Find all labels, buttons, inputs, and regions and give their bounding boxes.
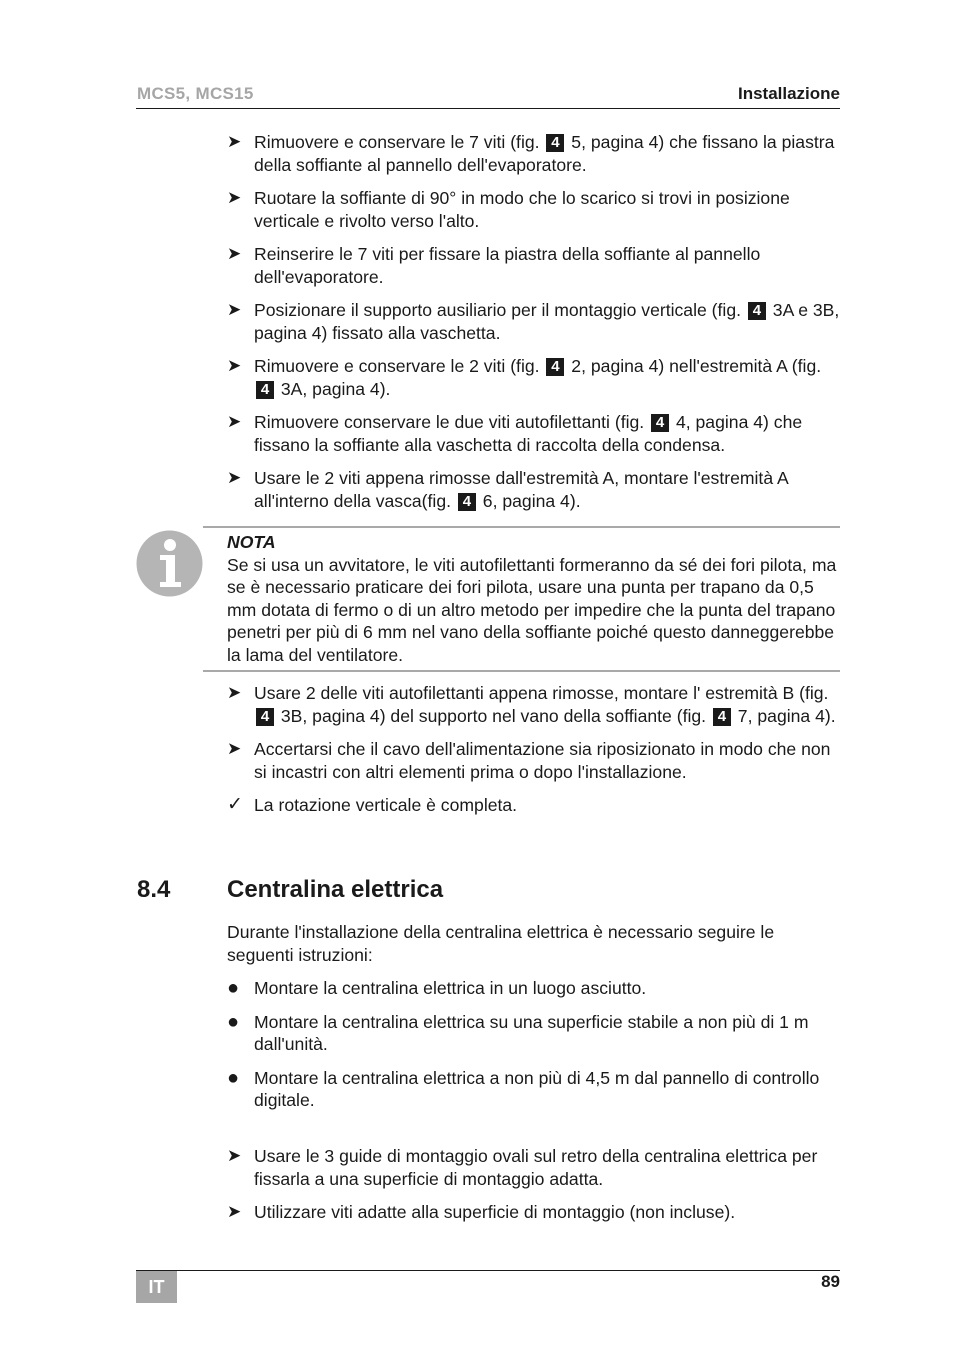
arrow-icon: ➤ bbox=[227, 1202, 242, 1221]
step-text bbox=[254, 1146, 817, 1189]
step-item bbox=[227, 1201, 840, 1224]
text-segment: 7, pagina 4). bbox=[732, 705, 836, 726]
figure-ref-badge: 4 bbox=[713, 708, 731, 726]
steps-mid bbox=[227, 682, 840, 828]
step-text bbox=[254, 300, 839, 343]
result-item bbox=[227, 794, 840, 817]
step-item bbox=[227, 1145, 840, 1190]
figure-ref-badge: 4 bbox=[458, 493, 476, 511]
step-text bbox=[254, 356, 821, 399]
arrow-icon: ➤ bbox=[227, 1146, 242, 1165]
text-segment: Posizionare il supporto ausiliario per il montaggio verticale (fig. bbox=[254, 300, 746, 320]
step-text bbox=[254, 683, 836, 726]
section-intro: Durante l'installazione della centralina elettrica è necessario seguire le seguenti istruzioni: bbox=[227, 922, 775, 965]
text-segment: Utilizzare viti adatte alla superficie di montaggio (non incluse). bbox=[254, 1202, 736, 1222]
arrow-icon: ➤ bbox=[227, 356, 242, 375]
bullet-item bbox=[227, 1011, 840, 1056]
text-segment: 3A, pagina 4). bbox=[276, 378, 391, 399]
step-text bbox=[254, 188, 790, 231]
note-top-rule bbox=[203, 526, 840, 528]
arrow-icon: ➤ bbox=[227, 300, 242, 319]
section-steps bbox=[227, 1145, 840, 1235]
text-segment: Usare le 2 viti appena rimosse dall'estremità A, montare l'estremità A all'interno della vasca(fig. bbox=[254, 468, 788, 511]
step-item bbox=[227, 355, 840, 400]
step-item bbox=[227, 682, 840, 727]
header-section: Installazione bbox=[737, 84, 840, 103]
text-segment: Accertarsi che il cavo dell'alimentazione sia riposizionato in modo che non si incastri con altri elementi prima o dopo l'installazione. bbox=[254, 739, 831, 782]
step-item bbox=[227, 243, 840, 288]
step-item bbox=[227, 738, 840, 783]
figure-ref-badge: 4 bbox=[256, 708, 274, 726]
figure-ref-badge: 4 bbox=[546, 134, 564, 152]
header-model: MCS5, MCS15 bbox=[137, 84, 254, 103]
step-text bbox=[254, 1202, 735, 1222]
bullet-item bbox=[227, 1067, 840, 1112]
bullet-item bbox=[227, 977, 840, 1000]
step-item bbox=[227, 411, 840, 456]
note-body bbox=[227, 531, 840, 666]
step-text bbox=[254, 132, 834, 175]
step-text bbox=[254, 739, 830, 782]
text-segment: La rotazione verticale è completa. bbox=[254, 795, 518, 815]
text-segment: Ruotare la soffiante di 90° in modo che lo scarico si trovi in posizione verticale e rivolto verso l'alto. bbox=[254, 188, 790, 231]
bullet-text: Montare la centralina elettrica in un luogo asciutto. bbox=[254, 978, 647, 998]
step-item bbox=[227, 299, 840, 344]
text-segment: 3B, pagina 4) del supporto nel vano della soffiante (fig. bbox=[276, 705, 711, 726]
page-number: 89 bbox=[821, 1272, 840, 1291]
text-segment: 6, pagina 4). bbox=[477, 490, 581, 511]
text-segment: 4, pagina 4) che fissano la soffiante alla vaschetta di raccolta della condensa. bbox=[254, 412, 803, 455]
arrow-icon: ➤ bbox=[227, 739, 242, 758]
section-title: Centralina elettrica bbox=[227, 876, 444, 903]
arrow-icon: ➤ bbox=[227, 132, 242, 151]
checkmark-icon: ✓ bbox=[227, 794, 243, 815]
note-text: Se si usa un avvitatore, le viti autofilettanti formeranno da sé dei fori pilota, ma se è necessario praticare dei fori pilota, usare una punta per trapano da 0,5 mm dotata di fermo o di un altro metodo per impedire che la punta del trapano penetri per più di 6 mm nel vano della soffiante poiché questo danneggerebbe la lama del ventilatore. bbox=[227, 554, 837, 665]
bullet-icon: ● bbox=[227, 1010, 240, 1033]
text-segment: 3A e 3B, pagina 4) fissato alla vaschetta. bbox=[254, 300, 840, 343]
section-number: 8.4 bbox=[137, 876, 171, 903]
bullet-icon: ● bbox=[227, 1066, 240, 1089]
step-text bbox=[254, 244, 760, 287]
note-title: NOTA bbox=[227, 532, 276, 552]
step-item bbox=[227, 467, 840, 512]
bullet-icon: ● bbox=[227, 977, 240, 999]
text-segment: Usare 2 delle viti autofilettanti appena rimosse, montare l' estremità B (fig. bbox=[254, 683, 829, 703]
arrow-icon: ➤ bbox=[227, 412, 242, 431]
figure-ref-badge: 4 bbox=[546, 358, 564, 376]
arrow-icon: ➤ bbox=[227, 468, 242, 487]
step-text bbox=[254, 412, 802, 455]
text-segment: Rimuovere e conservare le 2 viti (fig. bbox=[254, 356, 545, 376]
section-body bbox=[227, 921, 840, 1123]
arrow-icon: ➤ bbox=[227, 244, 242, 263]
arrow-icon: ➤ bbox=[227, 683, 242, 702]
info-icon bbox=[136, 530, 203, 597]
language-tab: IT bbox=[136, 1271, 177, 1303]
bullet-text: Montare la centralina elettrica a non più di 4,5 m dal pannello di controllo digitale. bbox=[254, 1067, 820, 1110]
text-segment: Reinserire le 7 viti per fissare la piastra della soffiante al pannello dell'evaporatore. bbox=[254, 244, 761, 287]
text-segment: Rimuovere e conservare le 7 viti (fig. bbox=[254, 132, 545, 152]
bullet-text: Montare la centralina elettrica su una superficie stabile a non più di 1 m dall'unità. bbox=[254, 1011, 809, 1054]
text-segment: Usare le 3 guide di montaggio ovali sul retro della centralina elettrica per fissarla a una superficie di montaggio adatta. bbox=[254, 1146, 818, 1189]
arrow-icon: ➤ bbox=[227, 188, 242, 207]
text-segment: 2, pagina 4) nell'estremità A (fig. bbox=[566, 356, 822, 376]
header-rule bbox=[136, 108, 840, 109]
figure-ref-badge: 4 bbox=[651, 414, 669, 432]
figure-ref-badge: 4 bbox=[748, 302, 766, 320]
step-item bbox=[227, 131, 840, 176]
step-item bbox=[227, 187, 840, 232]
result-text bbox=[254, 795, 517, 815]
footer-rule bbox=[136, 1270, 840, 1271]
step-text bbox=[254, 468, 788, 511]
text-segment: Rimuovere conservare le due viti autofilettanti (fig. bbox=[254, 412, 650, 432]
note-bottom-rule bbox=[203, 670, 840, 672]
text-segment: 5, pagina 4) che fissano la piastra della soffiante al pannello dell'evaporatore. bbox=[254, 132, 835, 175]
steps-top bbox=[227, 131, 840, 523]
figure-ref-badge: 4 bbox=[256, 381, 274, 399]
